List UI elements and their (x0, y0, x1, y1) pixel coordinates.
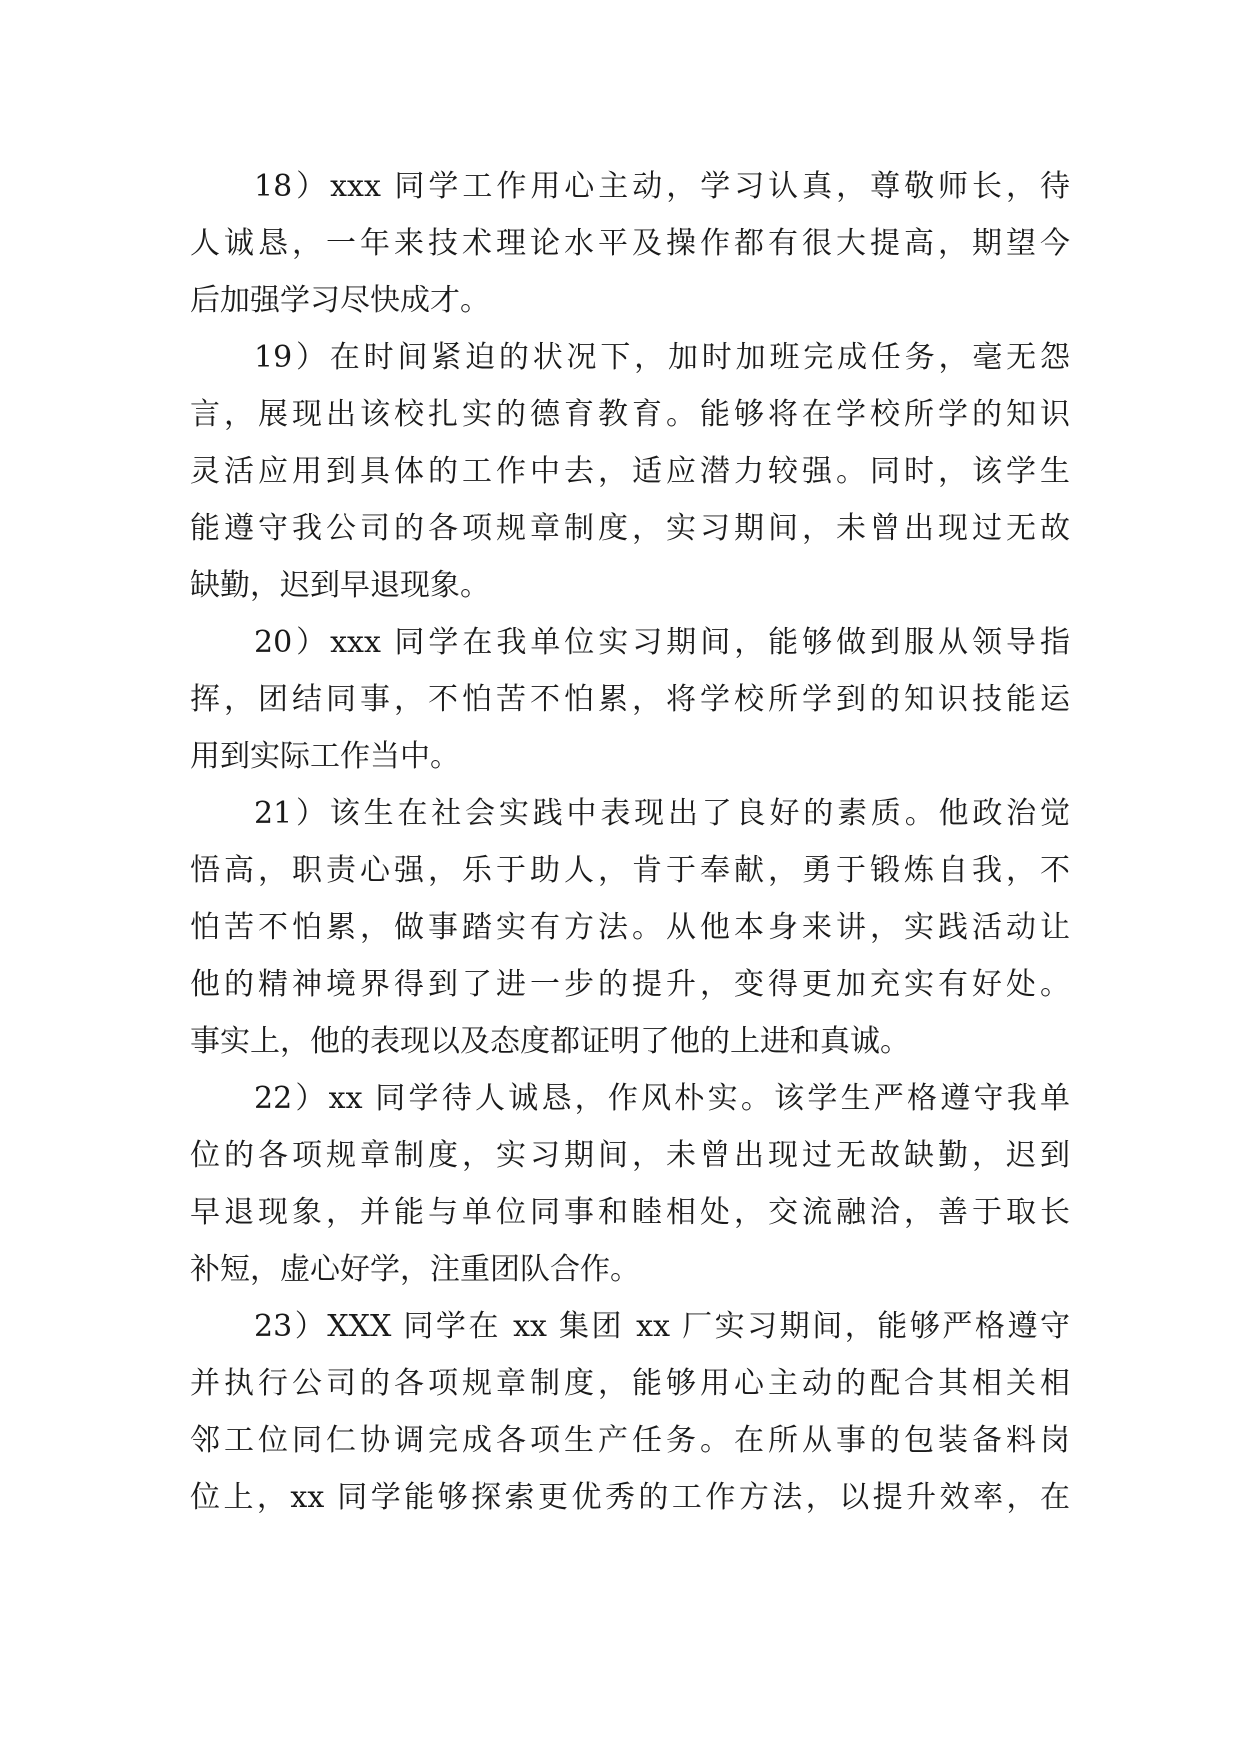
paragraph-line: 后加强学习尽快成才。 (190, 283, 490, 318)
paragraph-line: 位上，xx 同学能够探索更优秀的工作方法，以提升效率，在 (190, 1480, 1070, 1515)
paragraph-18 (190, 158, 1070, 329)
paragraph-line: 早退现象，并能与单位同事和睦相处，交流融洽，善于取长 (190, 1195, 1070, 1230)
paragraph-21 (190, 785, 1070, 1070)
paragraph-line: 缺勤，迟到早退现象。 (190, 568, 490, 603)
paragraph-23 (190, 1298, 1070, 1526)
paragraph-line: 并执行公司的各项规章制度，能够用心主动的配合其相关相 (190, 1366, 1070, 1401)
paragraph-20 (190, 614, 1070, 785)
paragraph-line: 23）XXX 同学在 xx 集团 xx 厂实习期间，能够严格遵守 (254, 1309, 1070, 1344)
paragraph-line: 位的各项规章制度，实习期间，未曾出现过无故缺勤，迟到 (190, 1138, 1070, 1173)
paragraph-line: 21）该生在社会实践中表现出了良好的素质。他政治觉 (254, 796, 1070, 831)
paragraph-22 (190, 1070, 1070, 1298)
paragraph-line: 挥，团结同事，不怕苦不怕累，将学校所学到的知识技能运 (190, 682, 1070, 717)
paragraph-line: 能遵守我公司的各项规章制度，实习期间，未曾出现过无故 (190, 511, 1070, 546)
paragraph-line: 用到实际工作当中。 (190, 739, 460, 774)
paragraph-line: 补短，虚心好学，注重团队合作。 (190, 1252, 640, 1287)
paragraph-line: 事实上，他的表现以及态度都证明了他的上进和真诚。 (190, 1024, 910, 1059)
paragraph-line: 悟高，职责心强，乐于助人，肯于奉献，勇于锻炼自我，不 (190, 853, 1070, 888)
document-body (190, 158, 1070, 1526)
paragraph-19 (190, 329, 1070, 614)
paragraph-line: 邻工位同仁协调完成各项生产任务。在所从事的包装备料岗 (190, 1423, 1070, 1458)
paragraph-line: 人诚恳，一年来技术理论水平及操作都有很大提高，期望今 (190, 226, 1070, 261)
paragraph-line: 言，展现出该校扎实的德育教育。能够将在学校所学的知识 (190, 397, 1070, 432)
paragraph-line: 18）xxx 同学工作用心主动，学习认真，尊敬师长，待 (254, 169, 1070, 204)
paragraph-line: 怕苦不怕累，做事踏实有方法。从他本身来讲，实践活动让 (190, 910, 1070, 945)
paragraph-line: 灵活应用到具体的工作中去，适应潜力较强。同时，该学生 (190, 454, 1070, 489)
paragraph-line: 22）xx 同学待人诚恳，作风朴实。该学生严格遵守我单 (254, 1081, 1070, 1116)
paragraph-line: 19）在时间紧迫的状况下，加时加班完成任务，毫无怨 (254, 340, 1070, 375)
paragraph-line: 20）xxx 同学在我单位实习期间，能够做到服从领导指 (254, 625, 1070, 660)
paragraph-line: 他的精神境界得到了进一步的提升，变得更加充实有好处。 (190, 967, 1070, 1002)
